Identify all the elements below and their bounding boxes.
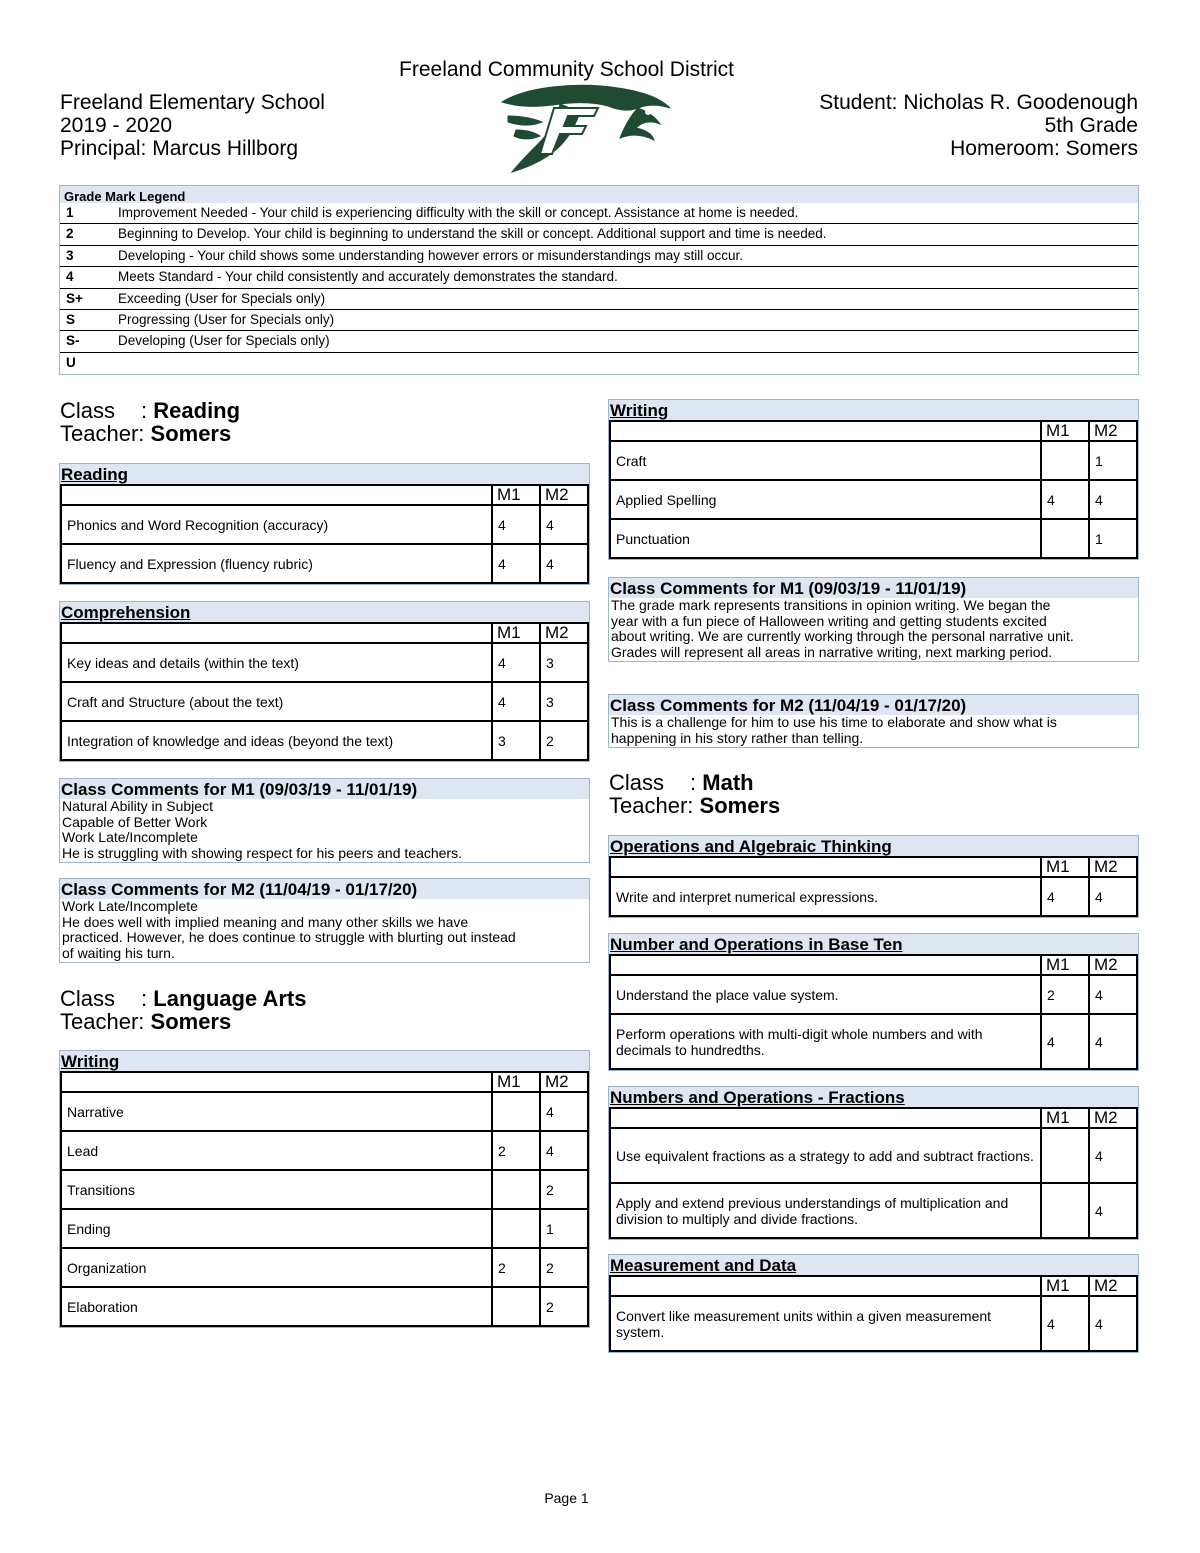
grade-row bbox=[610, 1296, 1137, 1351]
comment-line: of waiting his turn. bbox=[62, 944, 175, 961]
m1-grade: 4 bbox=[492, 643, 540, 682]
comment-line: Work Late/Incomplete bbox=[62, 898, 198, 914]
comment-line: He does well with implied meaning and many other skills we have bbox=[62, 913, 469, 930]
comment-line: year with a fun piece of Halloween writing and getting students excited bbox=[611, 612, 1047, 629]
m2-column-header: M2 bbox=[1089, 1276, 1137, 1296]
m1-grade: 4 bbox=[1041, 1014, 1089, 1069]
comment-title: Class Comments for M2 (11/04/19 - 01/17/20) bbox=[609, 695, 1138, 715]
m2-grade: 2 bbox=[540, 1170, 588, 1209]
district-name: Freeland Community School District bbox=[399, 58, 734, 81]
legend-code: 2 bbox=[66, 226, 74, 242]
m2-grade: 4 bbox=[540, 505, 588, 544]
header-blank-cell bbox=[61, 623, 492, 643]
grade-row bbox=[610, 519, 1137, 558]
m2-grade: 4 bbox=[540, 544, 588, 583]
m1-column-header: M1 bbox=[1041, 955, 1089, 975]
m1-column-header: M1 bbox=[1041, 1108, 1089, 1128]
class-label: Class bbox=[60, 986, 116, 1011]
class-name: Language Arts bbox=[153, 986, 307, 1011]
legend-description: Developing (User for Specials only) bbox=[118, 333, 330, 349]
student-info bbox=[819, 91, 1138, 160]
legend-row bbox=[60, 267, 1138, 288]
legend-code: 3 bbox=[66, 247, 74, 263]
m1-grade bbox=[1041, 1128, 1089, 1183]
m2-grade: 4 bbox=[1089, 975, 1137, 1014]
m2-grade: 1 bbox=[1089, 519, 1137, 558]
skill-name: Craft and Structure (about the text) bbox=[61, 682, 492, 721]
operations-algebraic-section bbox=[608, 835, 1139, 918]
grade-row bbox=[610, 1014, 1137, 1069]
m1-column-header: M1 bbox=[492, 485, 540, 505]
grade-row bbox=[61, 721, 588, 760]
m2-grade: 4 bbox=[1089, 877, 1137, 916]
class-name: Reading bbox=[153, 398, 241, 423]
section-title: Operations and Algebraic Thinking bbox=[609, 836, 1138, 856]
comment-line: The grade mark represents transitions in opinion writing. We began the bbox=[611, 597, 1051, 613]
comment-title: Class Comments for M1 (09/03/19 - 11/01/19) bbox=[609, 578, 1138, 598]
comment-line: about writing. We are currently working through the personal narrative unit. bbox=[611, 628, 1074, 644]
legend-code: 4 bbox=[66, 269, 74, 285]
class-label: Class bbox=[609, 770, 665, 795]
m2-grade: 4 bbox=[1089, 1014, 1137, 1069]
m1-grade bbox=[492, 1209, 540, 1248]
m2-column-header: M2 bbox=[1089, 421, 1137, 441]
section-title: Writing bbox=[609, 400, 1138, 420]
grade-row bbox=[610, 877, 1137, 916]
m2-grade: 2 bbox=[540, 1287, 588, 1326]
m2-grade: 2 bbox=[540, 721, 588, 760]
class-colon: : bbox=[690, 770, 697, 795]
fractions-section bbox=[608, 1086, 1139, 1240]
skill-name: Elaboration bbox=[61, 1287, 492, 1326]
m2-column-header: M2 bbox=[1089, 955, 1137, 975]
grade-row bbox=[610, 480, 1137, 519]
comment-line: practiced. However, he does continue to struggle with blurting out instead bbox=[62, 929, 516, 945]
legend-code: 1 bbox=[66, 205, 74, 220]
m1-grade bbox=[1041, 441, 1089, 480]
grade-mark-legend bbox=[59, 185, 1139, 375]
teacher-name: Somers bbox=[150, 1009, 232, 1034]
skill-name: Apply and extend previous understandings of multiplication and division to multiply and divide fractions. bbox=[610, 1183, 1041, 1238]
principal-name: Principal: Marcus Hillborg bbox=[60, 137, 299, 160]
m2-grade: 2 bbox=[540, 1248, 588, 1287]
student-name: Student: Nicholas R. Goodenough bbox=[819, 91, 1138, 114]
m1-column-header: M1 bbox=[1041, 421, 1089, 441]
school-name: Freeland Elementary School bbox=[60, 91, 325, 114]
m1-grade: 4 bbox=[1041, 1296, 1089, 1351]
m1-grade: 4 bbox=[492, 505, 540, 544]
skill-name: Use equivalent fractions as a strategy to add and subtract fractions. bbox=[610, 1128, 1041, 1183]
reading-comments-m1 bbox=[59, 778, 590, 863]
legend-row bbox=[60, 353, 1138, 374]
m1-column-header: M1 bbox=[492, 623, 540, 643]
legend-code: S+ bbox=[66, 290, 83, 306]
comment-line: He is struggling with showing respect for his peers and teachers. bbox=[62, 844, 462, 861]
legend-row bbox=[60, 310, 1138, 331]
skill-name: Organization bbox=[61, 1248, 492, 1287]
school-info bbox=[60, 91, 325, 160]
grade-row bbox=[61, 505, 588, 544]
skill-name: Lead bbox=[61, 1131, 492, 1170]
m2-grade: 4 bbox=[1089, 1296, 1137, 1351]
marking-period-header bbox=[610, 421, 1137, 441]
m2-column-header: M2 bbox=[540, 1072, 588, 1092]
reading-comments-m2 bbox=[59, 878, 590, 963]
header-blank-cell bbox=[610, 1276, 1041, 1296]
m2-grade: 4 bbox=[1089, 1128, 1137, 1183]
writing-section-continued bbox=[608, 399, 1139, 560]
m1-column-header: M1 bbox=[492, 1072, 540, 1092]
grade-row bbox=[61, 1248, 588, 1287]
legend-row bbox=[60, 246, 1138, 267]
m1-grade: 3 bbox=[492, 721, 540, 760]
legend-code: U bbox=[66, 354, 76, 370]
skill-name: Integration of knowledge and ideas (beyond the text) bbox=[61, 721, 492, 760]
marking-period-header bbox=[61, 1072, 588, 1092]
skill-name: Transitions bbox=[61, 1170, 492, 1209]
legend-row bbox=[60, 224, 1138, 245]
m1-grade bbox=[492, 1092, 540, 1131]
legend-description: Developing - Your child shows some understanding however errors or misunderstandings may still occur. bbox=[118, 247, 744, 263]
m2-grade: 1 bbox=[540, 1209, 588, 1248]
skill-name: Key ideas and details (within the text) bbox=[61, 643, 492, 682]
grade-row bbox=[61, 1092, 588, 1131]
m1-grade bbox=[492, 1287, 540, 1326]
comment-line: Capable of Better Work bbox=[62, 813, 208, 830]
teacher-label: Teacher: bbox=[60, 421, 145, 446]
marking-period-header bbox=[610, 955, 1137, 975]
m2-grade: 4 bbox=[1089, 1183, 1137, 1238]
legend-row bbox=[60, 203, 1138, 224]
header-blank-cell bbox=[610, 421, 1041, 441]
marking-period-header bbox=[610, 1108, 1137, 1128]
teacher-label: Teacher: bbox=[60, 1009, 145, 1034]
skill-name: Perform operations with multi-digit whole numbers and with decimals to hundredths. bbox=[610, 1014, 1041, 1069]
comment-line: Work Late/Incomplete bbox=[62, 829, 198, 845]
grade-row bbox=[61, 643, 588, 682]
header-blank-cell bbox=[610, 1108, 1041, 1128]
section-title: Writing bbox=[60, 1051, 589, 1071]
reading-class-header bbox=[60, 399, 240, 445]
legend-row bbox=[60, 289, 1138, 310]
header-blank-cell bbox=[61, 485, 492, 505]
page-number: Page 1 bbox=[544, 1490, 589, 1506]
m2-grade: 3 bbox=[540, 643, 588, 682]
m1-column-header: M1 bbox=[1041, 1276, 1089, 1296]
class-name: Math bbox=[702, 770, 754, 795]
grade-row bbox=[61, 1131, 588, 1170]
m1-grade: 2 bbox=[492, 1248, 540, 1287]
legend-description: Meets Standard - Your child consistently and accurately demonstrates the standard. bbox=[118, 269, 618, 285]
grade-row bbox=[610, 441, 1137, 480]
m1-grade bbox=[1041, 1183, 1089, 1238]
m2-column-header: M2 bbox=[540, 485, 588, 505]
grade-row bbox=[61, 682, 588, 721]
marking-period-header bbox=[610, 1276, 1137, 1296]
m2-grade: 1 bbox=[1089, 441, 1137, 480]
m1-grade: 4 bbox=[492, 544, 540, 583]
comment-title: Class Comments for M2 (11/04/19 - 01/17/20) bbox=[60, 879, 589, 899]
legend-description: Progressing (User for Specials only) bbox=[118, 311, 335, 327]
skill-name: Understand the place value system. bbox=[610, 975, 1041, 1014]
skill-name: Ending bbox=[61, 1209, 492, 1248]
legend-description bbox=[118, 353, 1138, 374]
header-blank-cell bbox=[610, 857, 1041, 877]
section-title: Reading bbox=[60, 464, 589, 484]
m2-column-header: M2 bbox=[1089, 857, 1137, 877]
school-year: 2019 - 2020 bbox=[60, 114, 173, 137]
m1-grade: 2 bbox=[492, 1131, 540, 1170]
skill-name: Convert like measurement units within a given measurement system. bbox=[610, 1296, 1041, 1351]
teacher-name: Somers bbox=[150, 421, 232, 446]
m1-grade bbox=[1041, 519, 1089, 558]
skill-name: Phonics and Word Recognition (accuracy) bbox=[61, 505, 492, 544]
m2-grade: 4 bbox=[1089, 480, 1137, 519]
header-blank-cell bbox=[61, 1072, 492, 1092]
section-title: Comprehension bbox=[60, 602, 589, 622]
teacher-label: Teacher: bbox=[609, 793, 694, 818]
student-grade: 5th Grade bbox=[1044, 114, 1138, 137]
m1-grade: 4 bbox=[1041, 877, 1089, 916]
comprehension-section bbox=[59, 601, 590, 762]
section-title: Numbers and Operations - Fractions bbox=[609, 1087, 1138, 1107]
grade-row bbox=[61, 1170, 588, 1209]
grade-row bbox=[610, 975, 1137, 1014]
language-arts-comments-m1 bbox=[608, 577, 1139, 662]
comment-title: Class Comments for M1 (09/03/19 - 11/01/19) bbox=[60, 779, 589, 799]
legend-description: Exceeding (User for Specials only) bbox=[118, 290, 326, 306]
m1-grade: 4 bbox=[1041, 480, 1089, 519]
grade-row bbox=[61, 1287, 588, 1326]
legend-row bbox=[60, 331, 1138, 352]
comment-line: Natural Ability in Subject bbox=[62, 798, 213, 814]
skill-name: Narrative bbox=[61, 1092, 492, 1131]
grade-row bbox=[61, 544, 588, 583]
legend-code: S bbox=[66, 311, 76, 327]
skill-name: Write and interpret numerical expressions. bbox=[610, 877, 1041, 916]
grade-row bbox=[610, 1128, 1137, 1183]
skill-name: Fluency and Expression (fluency rubric) bbox=[61, 544, 492, 583]
m1-grade bbox=[492, 1170, 540, 1209]
base-ten-section bbox=[608, 933, 1139, 1071]
comment-line: This is a challenge for him to use his time to elaborate and show what is bbox=[611, 714, 1057, 730]
marking-period-header bbox=[610, 857, 1137, 877]
m2-column-header: M2 bbox=[1089, 1108, 1137, 1128]
header-blank-cell bbox=[610, 955, 1041, 975]
m1-grade: 4 bbox=[492, 682, 540, 721]
math-class-header bbox=[609, 771, 780, 817]
class-colon: : bbox=[141, 398, 148, 423]
class-colon: : bbox=[141, 986, 148, 1011]
grade-row bbox=[61, 1209, 588, 1248]
skill-name: Punctuation bbox=[610, 519, 1041, 558]
reading-section bbox=[59, 463, 590, 585]
comment-line: happening in his story rather than telling. bbox=[611, 729, 864, 746]
m1-column-header: M1 bbox=[1041, 857, 1089, 877]
skill-name: Craft bbox=[610, 441, 1041, 480]
marking-period-header bbox=[61, 623, 588, 643]
section-title: Number and Operations in Base Ten bbox=[609, 934, 1138, 954]
falcon-logo-icon bbox=[498, 82, 674, 174]
homeroom: Homeroom: Somers bbox=[950, 137, 1138, 160]
legend-description: Improvement Needed - Your child is experiencing difficulty with the skill or concept. Assistance at home is needed. bbox=[118, 205, 799, 220]
section-title: Measurement and Data bbox=[609, 1255, 1138, 1275]
legend-description: Beginning to Develop. Your child is beginning to understand the skill or concept. Additional support and time is needed. bbox=[118, 226, 827, 242]
teacher-name: Somers bbox=[699, 793, 781, 818]
m2-column-header: M2 bbox=[540, 623, 588, 643]
language-arts-comments-m2 bbox=[608, 694, 1139, 748]
grade-row bbox=[610, 1183, 1137, 1238]
comment-line: Grades will represent all areas in narrative writing, next marking period. bbox=[611, 643, 1053, 660]
m1-grade: 2 bbox=[1041, 975, 1089, 1014]
class-label: Class bbox=[60, 398, 116, 423]
legend-title: Grade Mark Legend bbox=[60, 186, 1138, 203]
m2-grade: 3 bbox=[540, 682, 588, 721]
legend-code: S- bbox=[66, 333, 80, 349]
m2-grade: 4 bbox=[540, 1092, 588, 1131]
m2-grade: 4 bbox=[540, 1131, 588, 1170]
marking-period-header bbox=[61, 485, 588, 505]
language-arts-class-header bbox=[60, 987, 306, 1033]
writing-section bbox=[59, 1050, 590, 1328]
measurement-data-section bbox=[608, 1254, 1139, 1353]
skill-name: Applied Spelling bbox=[610, 480, 1041, 519]
